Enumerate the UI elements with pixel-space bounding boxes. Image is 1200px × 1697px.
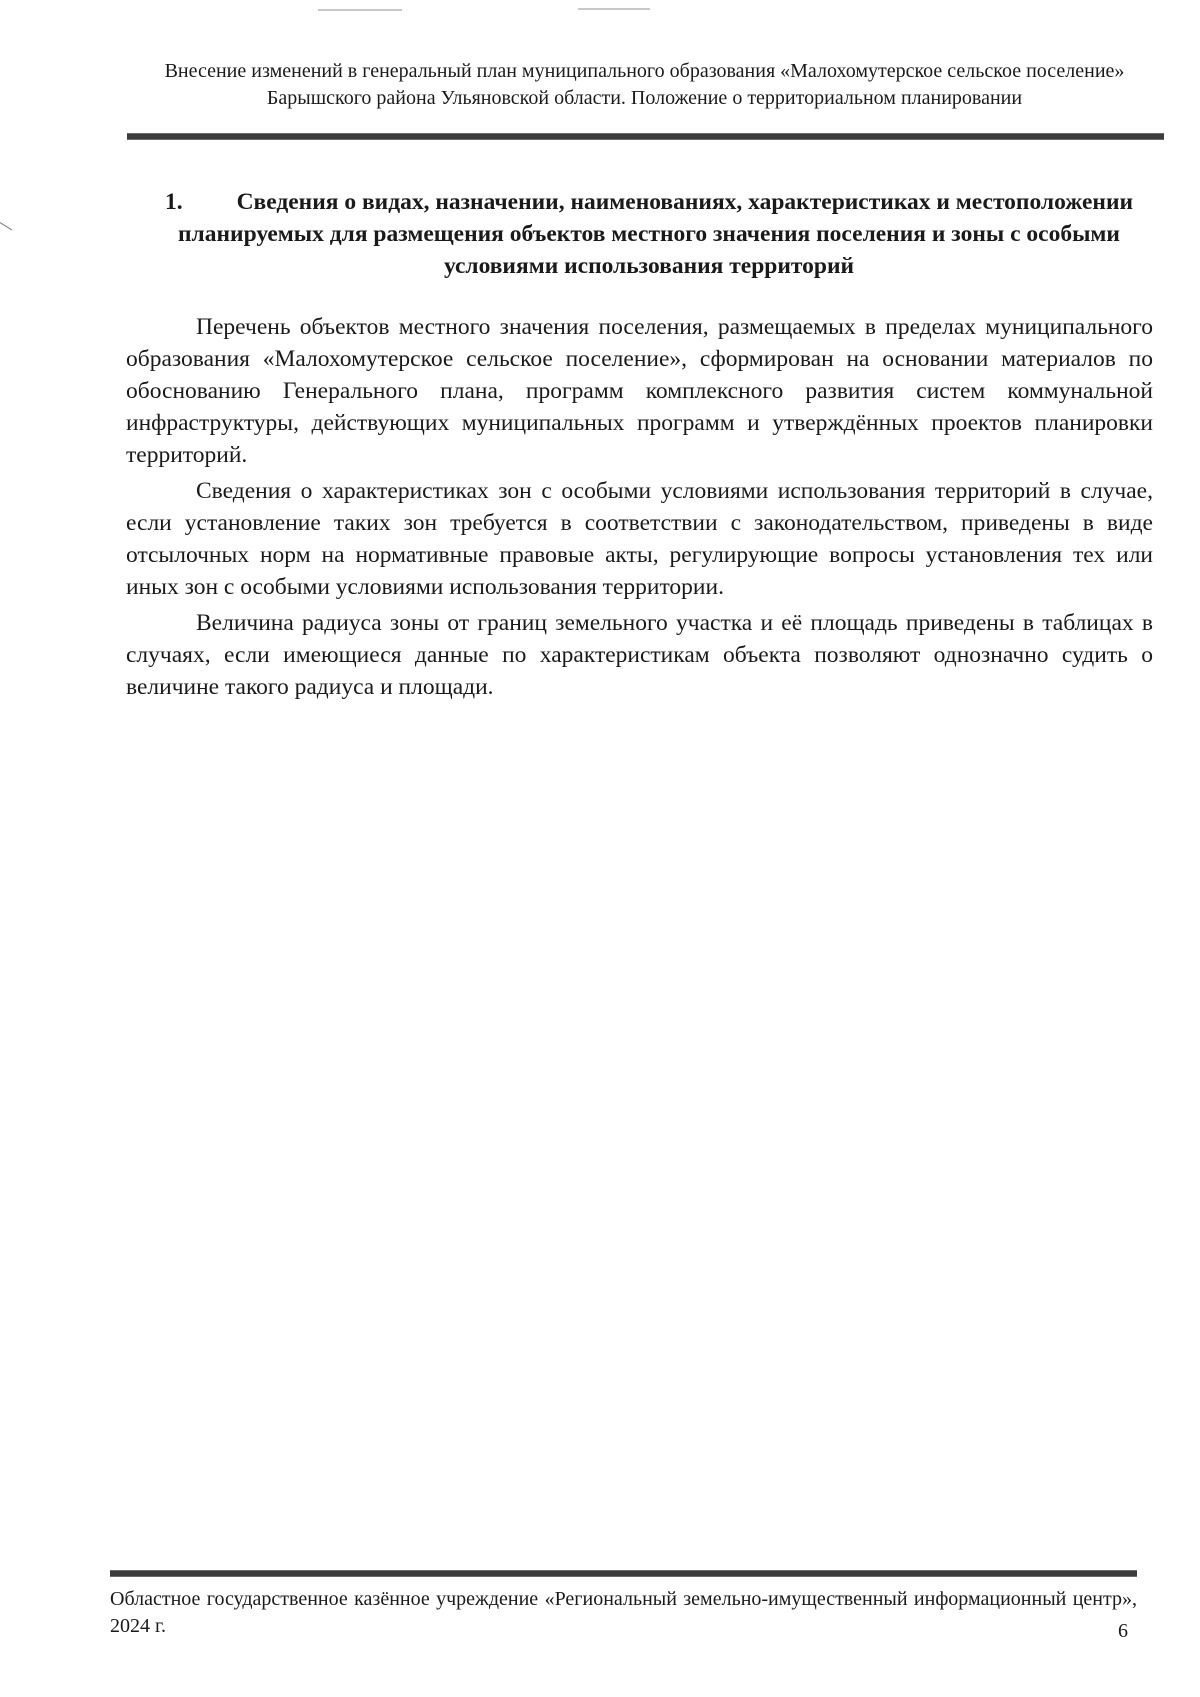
header-divider (127, 133, 1164, 140)
scan-artifact (0, 222, 12, 230)
scan-artifact (318, 9, 402, 11)
scan-artifact (578, 8, 650, 10)
body-text (126, 311, 1153, 707)
running-header: Внесение изменений в генеральный план муниципального образования «Малохомутерское сельское поселение» Барышского района Ульяновской области. Положение о территориальном планировании (164, 60, 1125, 109)
paragraph: Перечень объектов местного значения поселения, размещаемых в пределах муниципального образования «Малохомутерское сельское поселение», сформирован на основании материалов по обоснованию Генерального плана, программ комплексного развития систем коммунальной инфраструктуры, действующих муниципальных программ и утверждённых проектов планировки территорий. (126, 314, 1153, 468)
paragraph: Сведения о характеристиках зон с особыми условиями использования территорий в случае, если установление таких зон требуется в соответствии с законодательством, приведены в виде отсылочных норм на нормативные правовые акты, регулирующие вопросы установления тех или иных зон с особыми условиями использования территории. (126, 478, 1153, 600)
section-number: 1. (164, 189, 183, 215)
footer-text: Областное государственное казённое учреждение «Региональный земельно-имущественный информационный центр», 2024 г. (110, 1588, 1137, 1637)
paragraph: Величина радиуса зоны от границ земельного участка и её площадь приведены в таблицах в случаях, если имеющиеся данные по характеристикам объекта позволяют однозначно судить о величине такого радиуса и площади. (126, 610, 1153, 700)
page-number: 6 (1118, 1620, 1128, 1642)
footer-divider (110, 1570, 1137, 1577)
section-title: Сведения о видах, назначении, наименованиях, характеристиках и местоположении планируемых для размещения объектов местного значения поселения и зоны с особыми условиями использования территорий (178, 189, 1134, 279)
section-heading (134, 186, 1164, 282)
